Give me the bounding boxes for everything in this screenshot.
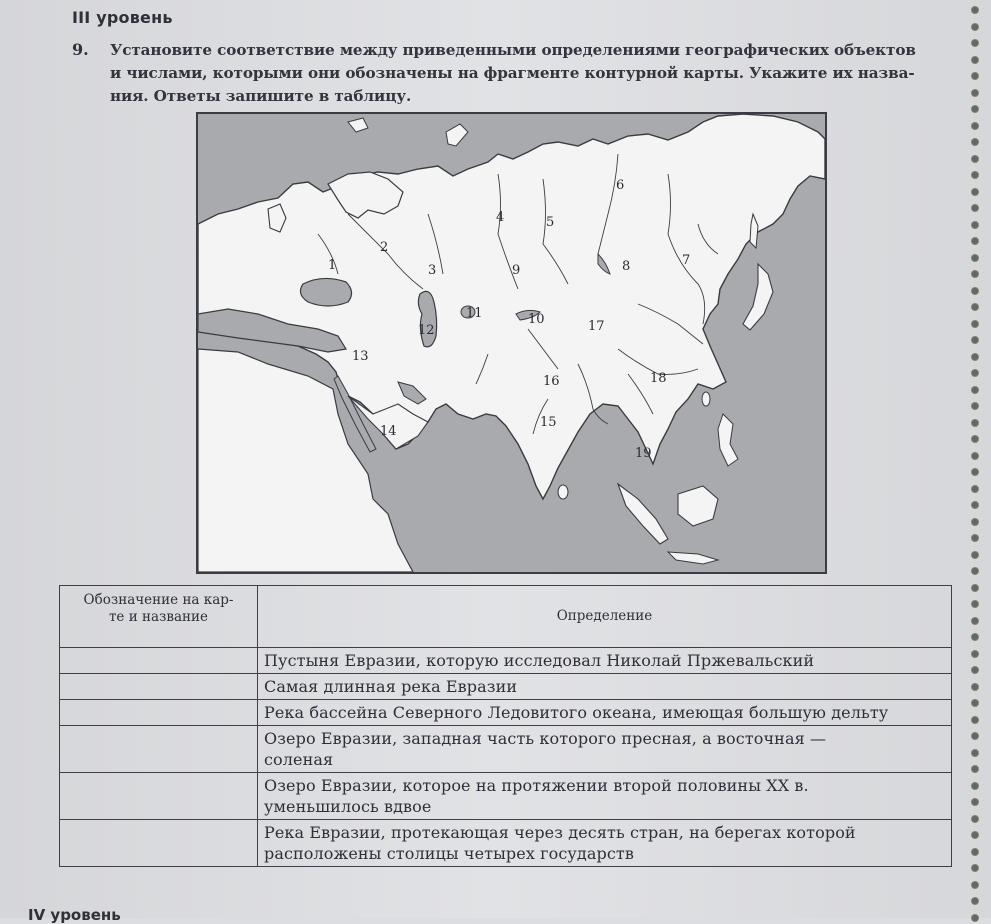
binding-hole: [971, 782, 979, 790]
binding-hole: [971, 831, 979, 839]
answer-cell[interactable]: [60, 773, 258, 820]
binding-hole: [971, 551, 979, 559]
binding-hole: [971, 138, 979, 146]
binding-hole: [971, 204, 979, 212]
binding-hole: [971, 89, 979, 97]
binding-hole: [971, 633, 979, 641]
binding-hole: [971, 600, 979, 608]
map-label-16: 16: [543, 374, 560, 389]
table-row: [60, 773, 952, 820]
binding-hole: [971, 270, 979, 278]
binding-hole: [971, 254, 979, 262]
binding-hole: [971, 765, 979, 773]
binding-hole: [971, 39, 979, 47]
binding-hole: [971, 864, 979, 872]
binding-hole: [971, 56, 979, 64]
map-label-15: 15: [540, 415, 557, 430]
binding-hole: [971, 171, 979, 179]
binding-hole: [971, 699, 979, 707]
definition-cell: [258, 726, 952, 773]
binding-hole: [971, 732, 979, 740]
binding-hole: [971, 683, 979, 691]
map-label-18: 18: [650, 371, 667, 386]
task-line-1: Установите соответствие между приведенными определениями географических объектов: [110, 41, 916, 59]
map-label-14: 14: [380, 424, 397, 439]
definition-text: Озеро Евразии, западная часть которого пресная, а восточная —: [264, 729, 827, 748]
binding-hole: [971, 567, 979, 575]
map-label-13: 13: [352, 349, 369, 364]
binding-hole: [971, 485, 979, 493]
sri-lanka: [558, 485, 568, 499]
binding-hole: [971, 72, 979, 80]
binding-hole: [971, 452, 979, 460]
binding-hole: [971, 501, 979, 509]
binding-hole: [971, 534, 979, 542]
binding-hole: [971, 881, 979, 889]
binding-hole: [971, 650, 979, 658]
task-number: 9.: [72, 40, 89, 59]
binding-hole: [971, 617, 979, 625]
answer-cell[interactable]: [60, 648, 258, 674]
map-label-5: 5: [546, 215, 555, 230]
map-label-19: 19: [635, 446, 652, 461]
level-heading: III уровень: [72, 8, 173, 27]
map-label-7: 7: [682, 253, 691, 268]
binding-hole: [971, 518, 979, 526]
map-label-4: 4: [496, 210, 505, 225]
taiwan-island: [702, 392, 710, 406]
task-line-3: ния. Ответы запишите в таблицу.: [110, 87, 412, 105]
binding-hole: [971, 303, 979, 311]
table-header-row: [60, 586, 952, 648]
answer-table: [59, 585, 952, 867]
definition-text: Река Евразии, протекающая через десять стран, на берегах которой: [264, 823, 856, 842]
binding-hole: [971, 815, 979, 823]
definition-cell: [258, 648, 952, 674]
binding-hole: [971, 798, 979, 806]
map-label-17: 17: [588, 319, 605, 334]
answer-cell[interactable]: [60, 674, 258, 700]
definition-cell: [258, 820, 952, 867]
column-header-definition: Определение: [258, 586, 952, 648]
map-label-9: 9: [512, 263, 521, 278]
binding-hole: [971, 369, 979, 377]
binding-hole: [971, 122, 979, 130]
definition-cell: [258, 674, 952, 700]
column-header-designation: [60, 586, 258, 648]
binding-hole: [971, 419, 979, 427]
binding-hole: [971, 320, 979, 328]
binding-hole: [971, 188, 979, 196]
binding-hole: [971, 402, 979, 410]
binding-hole: [971, 716, 979, 724]
binding-hole: [971, 353, 979, 361]
binding-hole: [971, 6, 979, 14]
binding-hole: [971, 749, 979, 757]
spiral-binding: [969, 0, 981, 918]
contour-map: [196, 112, 827, 574]
task-instructions: [110, 39, 960, 108]
binding-hole: [971, 287, 979, 295]
definition-text: Самая длинная река Евразии: [264, 677, 518, 696]
binding-hole: [971, 468, 979, 476]
definition-text: Озеро Евразии, которое на протяжении второй половины XX в.: [264, 776, 809, 795]
binding-hole: [971, 237, 979, 245]
map-label-11: 11: [466, 306, 483, 321]
binding-hole: [971, 23, 979, 31]
map-label-2: 2: [380, 240, 389, 255]
binding-hole: [971, 221, 979, 229]
table-row: [60, 726, 952, 773]
task-line-2: и числами, которыми они обозначены на фрагменте контурной карты. Укажите их назва-: [110, 64, 915, 82]
table-row: [60, 648, 952, 674]
binding-hole: [971, 897, 979, 905]
table-row: [60, 674, 952, 700]
binding-hole: [971, 105, 979, 113]
table-row: [60, 700, 952, 726]
definition-text: Пустыня Евразии, которую исследовал Николай Пржевальский: [264, 651, 815, 670]
binding-hole: [971, 336, 979, 344]
definition-text: Река бассейна Северного Ледовитого океана, имеющая большую дельту: [264, 703, 889, 722]
column-header-designation-line1: Обозначение на кар-: [83, 592, 234, 608]
definition-cell: [258, 773, 952, 820]
table-row: [60, 820, 952, 867]
map-label-8: 8: [622, 259, 631, 274]
black-sea: [300, 278, 351, 306]
binding-hole: [971, 848, 979, 856]
binding-hole: [971, 666, 979, 674]
binding-hole: [971, 584, 979, 592]
map-label-6: 6: [616, 178, 625, 193]
binding-hole: [971, 435, 979, 443]
definition-cell: [258, 700, 952, 726]
definition-text-continued: расположены столицы четырех государств: [264, 844, 634, 863]
binding-hole: [971, 155, 979, 163]
column-header-designation-line2: те и название: [108, 609, 209, 625]
map-label-3: 3: [428, 263, 437, 278]
definition-text-continued: уменьшилось вдвое: [264, 797, 432, 816]
answer-cell[interactable]: [60, 726, 258, 773]
answer-cell[interactable]: [60, 820, 258, 867]
map-label-12: 12: [418, 323, 435, 338]
next-level-heading-cut: IV уровень: [28, 906, 121, 924]
answer-cell[interactable]: [60, 700, 258, 726]
definition-text-continued: соленая: [264, 750, 334, 769]
binding-hole: [971, 386, 979, 394]
eurasia-map-svg: [198, 114, 825, 572]
map-label-1: 1: [328, 258, 337, 273]
map-label-10: 10: [528, 312, 545, 327]
